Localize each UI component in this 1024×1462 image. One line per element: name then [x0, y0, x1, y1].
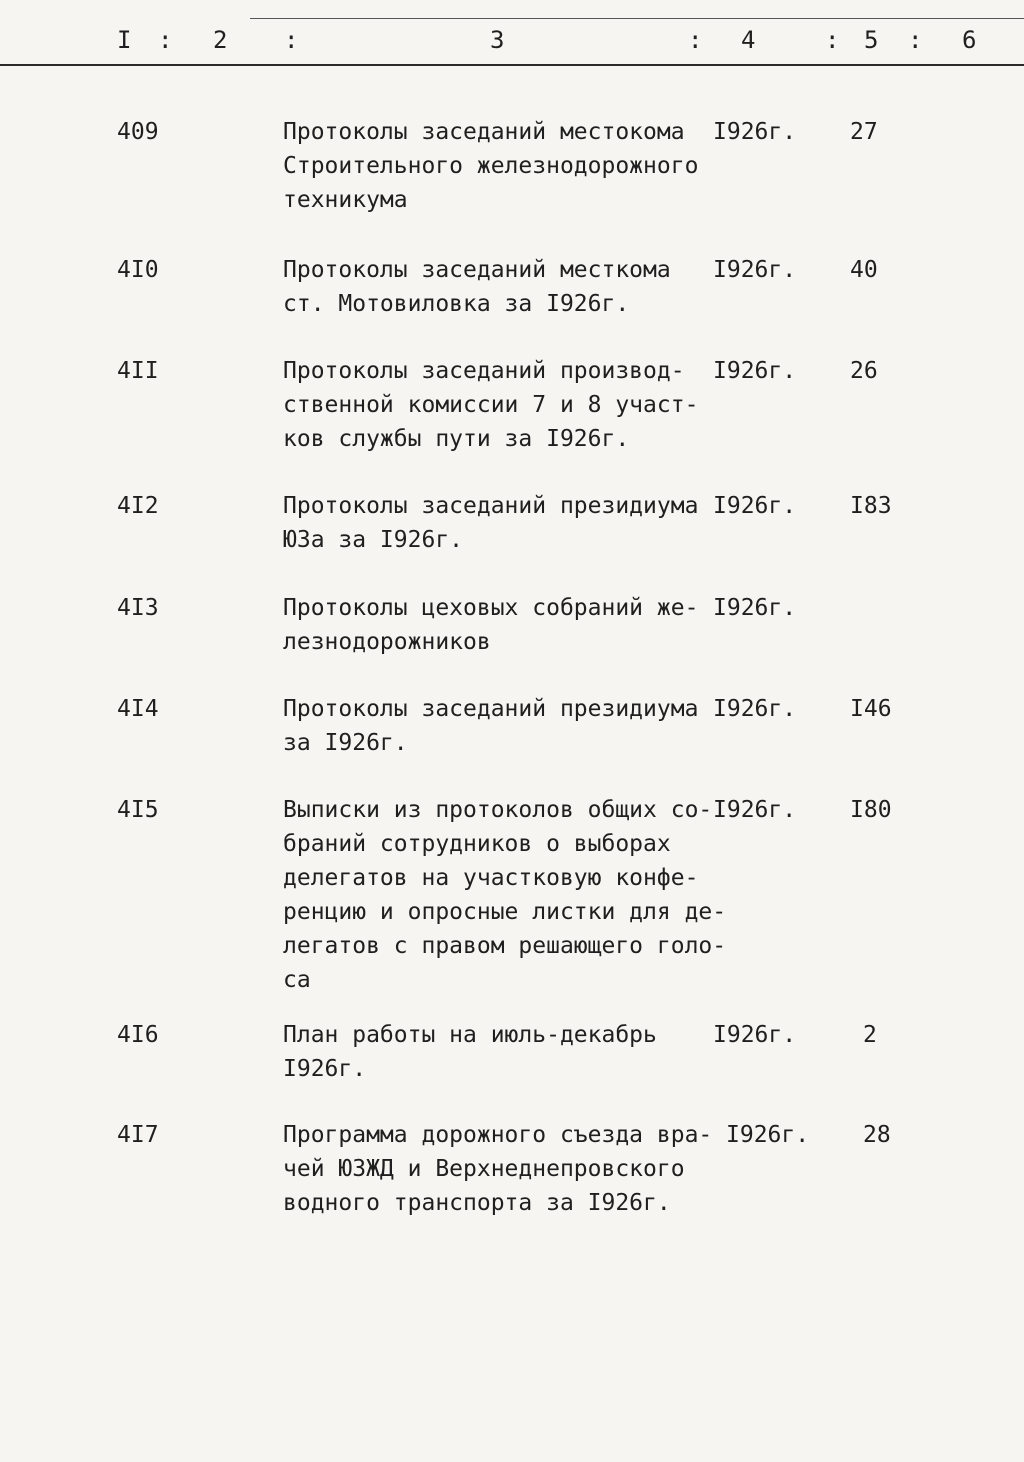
item-number: 4I3	[117, 595, 159, 621]
item-year: I926г.	[713, 797, 797, 823]
header-separator: :	[284, 26, 299, 54]
item-year: I926г.	[713, 119, 797, 145]
item-description: Выписки из протоколов общих со- браний сотрудников о выборах делегатов на участковую конфе- ренцию и опросные листки для де- легатов с правом решающего голо- са	[283, 797, 727, 993]
item-sheet-count: 40	[850, 257, 878, 283]
header-separator: :	[908, 26, 923, 54]
item-year: I926г.	[726, 1122, 810, 1148]
header-col-6: 6	[962, 26, 977, 54]
item-number: 4I5	[117, 797, 159, 823]
header-bottom-rule	[0, 64, 1024, 66]
item-description: План работы на июль-декабрь I926г.	[283, 1022, 657, 1082]
item-sheet-count: I80	[850, 797, 892, 823]
item-year: I926г.	[713, 595, 797, 621]
item-year: I926г.	[713, 358, 797, 384]
item-description: Протоколы заседаний производ- ственной комиссии 7 и 8 участ- ков службы пути за I926г.	[283, 358, 699, 452]
item-sheet-count: 28	[863, 1122, 891, 1148]
item-description: Протоколы заседаний президиума ЮЗа за I926г.	[283, 493, 699, 553]
header-separator: :	[158, 26, 173, 54]
header-col-3: 3	[490, 26, 505, 54]
item-number: 4I4	[117, 696, 159, 722]
item-sheet-count: I46	[850, 696, 892, 722]
item-sheet-count: 27	[850, 119, 878, 145]
item-description: Протоколы заседаний месткома ст. Мотовиловка за I926г.	[283, 257, 671, 317]
header-col-4: 4	[741, 26, 756, 54]
item-year: I926г.	[713, 1022, 797, 1048]
item-number: 4II	[117, 358, 159, 384]
item-year: I926г.	[713, 493, 797, 519]
item-description: Протоколы заседаний местокома Строительного железнодорожного техникума	[283, 119, 699, 213]
header-separator: :	[825, 26, 840, 54]
item-number: 4I7	[117, 1122, 159, 1148]
item-description: Протоколы цеховых собраний же- лезнодорожников	[283, 595, 699, 655]
item-description: Протоколы заседаний президиума за I926г.	[283, 696, 699, 756]
item-description: Программа дорожного съезда вра- чей ЮЗЖД и Верхнеднепровского водного транспорта за I926г.	[283, 1122, 713, 1216]
item-year: I926г.	[713, 257, 797, 283]
item-number: 4I6	[117, 1022, 159, 1048]
item-sheet-count: I83	[850, 493, 892, 519]
header-separator: :	[688, 26, 703, 54]
item-number: 4I0	[117, 257, 159, 283]
header-top-rule	[250, 18, 1024, 19]
header-col-5: 5	[864, 26, 879, 54]
header-col-1: I	[117, 26, 132, 54]
item-sheet-count: 26	[850, 358, 878, 384]
item-number: 409	[117, 119, 159, 145]
header-col-2: 2	[213, 26, 228, 54]
item-year: I926г.	[713, 696, 797, 722]
item-sheet-count: 2	[863, 1022, 877, 1048]
item-number: 4I2	[117, 493, 159, 519]
